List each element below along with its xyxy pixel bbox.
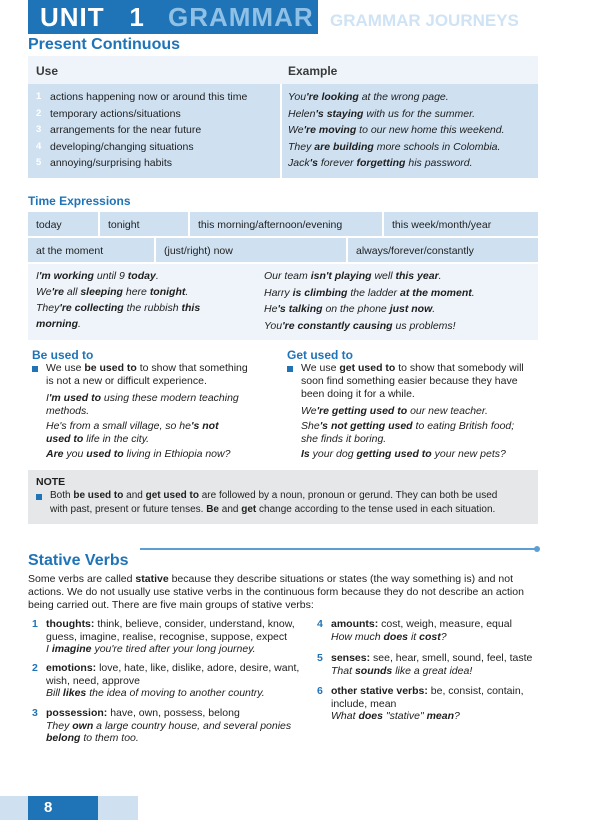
text: change according to the tense used in each situation. (256, 504, 496, 515)
get-used-to-title: Get used to (287, 348, 354, 362)
text: He's from a small village, so he (46, 420, 191, 432)
text: . (438, 270, 442, 282)
bold-text: Is (301, 448, 310, 460)
bold-text: sleeping (80, 286, 123, 298)
time-example (264, 287, 475, 299)
text: They (46, 719, 73, 732)
bold-text: does (358, 710, 383, 722)
bold-text: 's talking (277, 303, 323, 315)
group-number: 2 (32, 662, 38, 674)
text: like a great idea! (392, 664, 473, 677)
text: it (408, 630, 420, 643)
time-expression-cell: at the moment (28, 238, 154, 262)
text: to show that something (136, 362, 248, 374)
text: to show that somebody will (395, 362, 524, 374)
be-used-to-desc (46, 362, 248, 374)
page-header (0, 0, 595, 34)
bold-text: belong (46, 732, 81, 744)
bold-text: this year (395, 270, 439, 282)
bold-text: forgetting (356, 157, 406, 169)
bold-text: 're moving (303, 124, 357, 136)
bold-text: mean (426, 710, 455, 722)
bold-text: just now (389, 303, 433, 315)
note-line (50, 490, 497, 501)
bold-text: 're constantly causing (282, 319, 393, 332)
text: to our new home this weekend. (356, 124, 505, 136)
example-column-header: Example (288, 64, 338, 78)
footer-band (98, 796, 138, 820)
text: "stative" (382, 710, 427, 722)
bold-text: tonight (149, 286, 186, 298)
text: methods. (46, 405, 90, 417)
stative-group-line (46, 631, 287, 643)
text: being carried out. There are five main groups of stative verbs: (28, 599, 314, 611)
text: us problems! (392, 319, 456, 332)
text: and (219, 504, 242, 515)
text: actions. We do not usually use stative verbs in the continuous form because they do not describe an action (28, 586, 524, 598)
time-expressions-title: Time Expressions (28, 194, 131, 208)
page-number: 8 (44, 799, 53, 816)
text: all (64, 286, 81, 298)
text: Some verbs are called (28, 573, 136, 585)
example-text (288, 124, 505, 136)
row-number: 3 (36, 124, 42, 135)
footer-band (28, 796, 98, 820)
example-text (288, 91, 449, 103)
text: our new teacher. (407, 405, 488, 417)
group-number: 1 (32, 618, 38, 630)
text: cost, weigh, measure, equal (378, 618, 512, 630)
bold-text: get used to (145, 490, 199, 501)
bold-text: other stative verbs: (331, 685, 428, 697)
stative-intro-line (28, 586, 524, 598)
text: Our team (264, 270, 311, 282)
bold-text: 're getting used to (316, 405, 408, 417)
bullet-icon (287, 366, 293, 372)
bold-text: today (127, 270, 156, 282)
header-subtitle: GRAMMAR JOURNEYS (330, 11, 519, 30)
bold-text: used to (46, 433, 84, 445)
text: have, own, possess, belong (107, 707, 240, 719)
text: They (36, 302, 60, 314)
row-number: 4 (36, 140, 42, 152)
text: We use (301, 362, 340, 374)
text: his password. (405, 157, 473, 169)
row-number: 1 (36, 91, 42, 102)
text: Bill (46, 687, 63, 699)
text: What (331, 710, 359, 722)
bold-text: does (383, 630, 409, 643)
time-expression-cell: today (28, 212, 98, 236)
be-used-to-example (46, 420, 219, 432)
group-number: 6 (317, 685, 323, 697)
table-header (28, 56, 538, 84)
text: at the wrong page. (358, 91, 449, 103)
text: you're tired after your long journey. (91, 643, 256, 655)
stative-intro-line (28, 573, 513, 585)
use-text: developing/changing situations (50, 140, 194, 153)
be-used-to-example (46, 433, 149, 445)
text: with us for the summer. (363, 107, 476, 120)
stative-verbs-title: Stative Verbs (28, 552, 129, 569)
bold-text: cost (419, 630, 441, 643)
row-number: 2 (36, 107, 42, 119)
be-used-to-example (46, 405, 89, 417)
group-number: 4 (317, 618, 323, 630)
text: with past, present or future tenses. (50, 504, 207, 515)
text: They (288, 140, 315, 153)
text: . (185, 286, 189, 298)
text: wish, need, approve (46, 674, 140, 687)
bold-text: this (181, 302, 201, 314)
bold-text: 's not getting used (319, 420, 413, 432)
text: forever (317, 157, 357, 169)
table-row (28, 108, 538, 124)
bold-text: 're (51, 286, 64, 298)
text: include, mean (331, 697, 397, 710)
footer-band (0, 796, 28, 820)
table-row (28, 91, 538, 107)
present-continuous-table (28, 56, 538, 178)
bold-text: 'm working (38, 270, 94, 282)
be-used-to-example (46, 448, 230, 460)
time-expression-cell: this morning/afternoon/evening (190, 212, 382, 236)
bold-text: imagine (51, 643, 92, 655)
get-used-to-desc (301, 362, 524, 374)
stative-group-line (46, 707, 240, 719)
stative-group-line (331, 685, 524, 697)
text: We (36, 286, 52, 298)
stative-group-line (331, 652, 532, 664)
use-text: actions happening now or around this time (50, 91, 248, 103)
note-title: NOTE (36, 476, 66, 488)
bold-text: 'm used to (48, 392, 102, 404)
unit-label: UNIT 1 (40, 2, 145, 32)
text: living in Ethiopia now? (123, 448, 231, 460)
text: to eating British food; (412, 420, 515, 432)
use-column-header: Use (36, 64, 59, 78)
stative-example (46, 643, 256, 655)
text: are followed by a noun, pronoun or gerund. They can both be used (198, 490, 498, 501)
stative-example (331, 631, 447, 643)
bold-text: at the moment (399, 286, 472, 299)
text: . (155, 270, 159, 282)
text: He (264, 303, 278, 315)
time-example (264, 320, 456, 332)
stative-group-line (331, 698, 396, 710)
bold-text: morning (36, 318, 78, 330)
bold-text: be used to (73, 490, 124, 501)
table-row (28, 141, 538, 157)
text: ? (440, 630, 447, 643)
bold-text: get (241, 504, 257, 515)
text: well (371, 270, 396, 282)
text: love, hate, like, dislike, adore, desire, want, (96, 662, 300, 674)
text: Helen (288, 107, 316, 120)
bold-text: amounts: (331, 618, 379, 630)
text: think, believe, consider, understand, know, (94, 618, 295, 630)
text: She (301, 420, 320, 432)
note-line (50, 504, 495, 515)
stative-group-line (331, 618, 512, 630)
example-text (288, 108, 475, 120)
text: I (46, 392, 49, 404)
text: a large country house, and several ponies (93, 719, 292, 732)
stative-example (331, 665, 472, 677)
be-used-to-example (46, 392, 239, 404)
text: the idea of moving to another country. (86, 687, 265, 699)
get-used-to-desc (301, 388, 415, 400)
time-expression-cell: always/forever/constantly (348, 238, 538, 262)
text: I (36, 270, 39, 282)
get-used-to-example (301, 420, 514, 432)
text: until 9 (93, 270, 128, 282)
divider-dot (534, 546, 540, 552)
bold-text: thoughts: (46, 618, 95, 630)
time-example (36, 286, 188, 298)
text: your dog (309, 448, 357, 460)
time-expression-cell: tonight (100, 212, 188, 236)
text: using these modern teaching (101, 392, 239, 404)
bold-text: likes (62, 687, 87, 699)
text: . (78, 318, 81, 330)
text: That (331, 664, 355, 677)
text: to them too. (80, 732, 139, 744)
bold-text: is climbing (292, 286, 348, 299)
table-row (28, 157, 538, 173)
example-text (288, 157, 473, 169)
table-row (28, 124, 538, 140)
text: Jack (288, 157, 310, 169)
bold-text: stative (135, 573, 169, 585)
text: . (471, 286, 475, 299)
bold-text: own (72, 719, 94, 732)
text: she finds it boring. (301, 433, 387, 445)
bold-text: emotions: (46, 662, 97, 674)
text: We use (46, 362, 85, 374)
text: . (432, 303, 436, 315)
present-continuous-title: Present Continuous (28, 36, 181, 53)
text: You (288, 91, 307, 103)
stative-intro-line (28, 599, 314, 611)
text: more schools in Colombia. (373, 140, 501, 153)
time-example (36, 318, 81, 330)
row-number: 5 (36, 157, 42, 168)
time-expression-cell: this week/month/year (384, 212, 538, 236)
bold-text: 's (309, 157, 318, 169)
text: here (122, 286, 150, 298)
bold-text: 're looking (306, 91, 359, 103)
use-text: annoying/surprising habits (50, 157, 172, 169)
text: your new pets? (431, 448, 506, 460)
text: and (123, 490, 146, 501)
time-example (264, 303, 435, 315)
text: Both (50, 490, 74, 501)
text: I (46, 643, 52, 655)
bold-text: used to (86, 448, 124, 460)
group-number: 5 (317, 652, 323, 664)
stative-group-line (46, 618, 295, 630)
text: been doing it for a while. (301, 388, 415, 400)
text: is not a new or difficult experience. (46, 375, 207, 387)
stative-example (46, 687, 265, 699)
bold-text: isn't playing (310, 270, 372, 282)
stative-group-line (46, 662, 299, 674)
example-text (288, 141, 500, 153)
bold-text: possession: (46, 707, 108, 719)
stative-example (46, 732, 139, 744)
text: You (264, 319, 283, 332)
text: We (288, 124, 304, 136)
text: life in the city. (83, 433, 150, 445)
text: Harry (264, 286, 293, 299)
use-text: arrangements for the near future (50, 124, 202, 136)
stative-example (331, 710, 460, 722)
text: on the phone (322, 303, 390, 315)
bold-text: Are (46, 448, 64, 460)
bold-text: are building (314, 140, 374, 153)
bold-text: 're collecting (59, 302, 124, 314)
bullet-icon (32, 366, 38, 372)
time-example (36, 270, 159, 282)
text: the ladder (347, 286, 400, 299)
text: We (301, 405, 317, 417)
be-used-to-desc (46, 375, 207, 387)
time-example (264, 270, 442, 282)
get-used-to-example (301, 433, 386, 445)
get-used-to-example (301, 405, 488, 417)
bold-text: be used to (84, 362, 137, 374)
stative-group-line (46, 675, 140, 687)
be-used-to-title: Be used to (32, 348, 94, 362)
time-expression-cell: (just/right) now (156, 238, 346, 262)
get-used-to-example (301, 448, 506, 460)
text: How much (331, 630, 384, 643)
text: ? (454, 710, 460, 722)
stative-example (46, 720, 291, 732)
text: you (63, 448, 87, 460)
time-example (36, 302, 200, 314)
section-label: GRAMMAR (168, 2, 314, 32)
text: guess, imagine, realise, recognise, suppose, expect (46, 630, 288, 643)
bold-text: 's staying (315, 107, 364, 120)
text: see, hear, smell, sound, feel, taste (370, 652, 533, 664)
group-number: 3 (32, 707, 38, 719)
text: be, consist, contain, (427, 685, 524, 697)
text: the rubbish (123, 302, 182, 314)
bold-text: getting used to (356, 448, 432, 460)
text: because they describe situations or states (the way something is) and not (168, 573, 514, 585)
bold-text: get used to (339, 362, 396, 374)
bullet-icon (36, 494, 42, 500)
bold-text: 's not (190, 420, 219, 432)
use-text: temporary actions/situations (50, 107, 181, 120)
bold-text: sounds (354, 664, 393, 677)
text: soon find something easier because they have (301, 375, 518, 387)
get-used-to-desc (301, 375, 518, 387)
bold-text: senses: (331, 652, 371, 664)
bold-text: Be (206, 504, 219, 515)
section-divider (140, 548, 538, 550)
